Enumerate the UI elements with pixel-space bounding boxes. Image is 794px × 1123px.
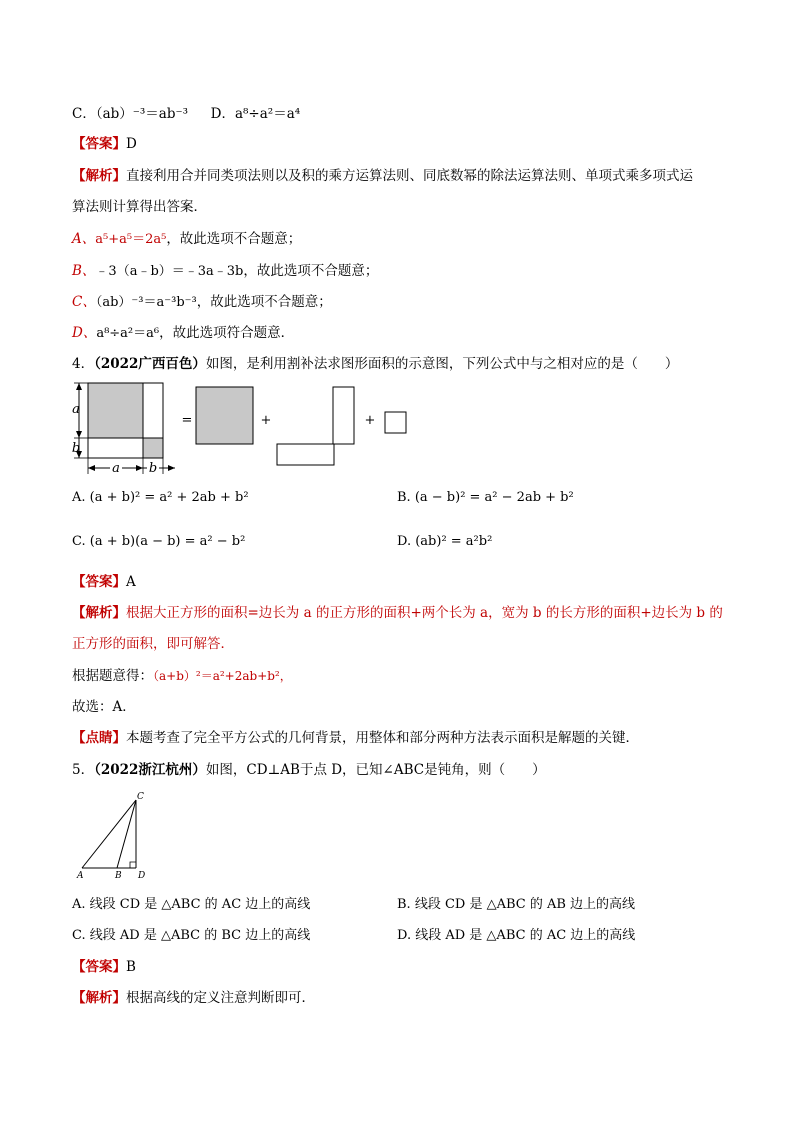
analysis-text-cont: 正方形的面积，即可解答． [72, 636, 234, 652]
meaning-label: 根据题意得： [72, 668, 153, 684]
q5-option-b: B. 线段 CD 是 △ABC 的 AB 边上的高线 [397, 897, 636, 912]
label-b-horizontal: b [148, 461, 158, 476]
segment-AC [82, 800, 136, 868]
solution-text: ，故此选项不合题意； [196, 294, 332, 310]
answer-label: 【答案】 [72, 136, 126, 152]
q4-figure [70, 378, 420, 478]
square-b-shaded [143, 438, 163, 458]
figure-equals-sign: = [181, 413, 193, 428]
label-b-vertical: b [71, 441, 81, 456]
comment-label: 【点睛】 [72, 730, 126, 746]
q5-stem [72, 758, 546, 778]
figure-plus-sign-1: + [260, 413, 272, 428]
meaning-math: （a+b）²＝a²+2ab+b²， [153, 669, 292, 683]
answer-value: B [126, 959, 136, 975]
q5-option-a: A. 线段 CD 是 △ABC 的 AC 边上的高线 [72, 897, 311, 912]
q4-stem [72, 352, 678, 372]
square-a-shaded [88, 383, 143, 438]
q3-answer [72, 132, 137, 152]
choose-text: 故选：A． [72, 699, 136, 715]
q3-solution-c [72, 290, 332, 310]
label-a-vertical: a [72, 402, 80, 417]
solution-math: （ab）⁻³＝a⁻³b⁻³ [95, 295, 197, 310]
analysis-text: 根据高线的定义注意判断即可． [126, 990, 315, 1006]
solution-math: a⁸÷a²＝a⁶ [96, 326, 160, 341]
analysis-text: 根据大正方形的面积=边长为 a 的正方形的面积+两个长为 a，宽为 b 的长方形的面积+边长为 b 的 [126, 605, 723, 621]
q3-solution-b [72, 259, 378, 279]
answer-value: A [126, 574, 136, 590]
q4-analysis-line2 [72, 632, 234, 652]
q5-answer [72, 955, 136, 975]
figure-plus-sign-2: + [364, 413, 376, 428]
q5-option-d: D. 线段 AD 是 △ABC 的 AC 边上的高线 [397, 928, 636, 943]
solution-math: a⁵+a⁵＝2a⁵ [95, 232, 167, 247]
vertex-A-label: A [77, 871, 84, 880]
analysis-label: 【解析】 [72, 605, 126, 621]
q4-choose [72, 695, 136, 715]
q4-option-d: D. (ab)² = a²b² [397, 534, 493, 549]
question-text: 如图，是利用割补法求图形面积的示意图，下列公式中与之相对应的是（ ） [205, 356, 679, 372]
q3-option-d: D．a⁸÷a²＝a⁴ [210, 106, 301, 122]
comment-text: 本题考查了完全平方公式的几何背景，用整体和部分两种方法表示面积是解题的关键． [126, 730, 639, 746]
question-text: 如图，CD⊥AB于点 D，已知∠ABC是钝角，则（ ） [205, 762, 546, 778]
analysis-label: 【解析】 [72, 990, 126, 1006]
solution-prefix: B、 [72, 263, 96, 279]
answer-value: D [126, 136, 137, 152]
q3-solution-a [72, 227, 301, 247]
component-rectangle-vertical [333, 387, 354, 444]
solution-text: ，故此选项符合题意． [159, 325, 295, 341]
question-source: （2022广西百色） [94, 356, 206, 372]
q4-meaning [72, 664, 292, 684]
q5-triangle-figure [72, 790, 162, 880]
component-square-a [196, 387, 253, 444]
component-square-b [385, 412, 406, 433]
q3-options-cd [72, 102, 300, 122]
q3-analysis-line1 [72, 164, 693, 184]
q4-option-a: A. (a + b)² = a² + 2ab + b² [72, 490, 249, 505]
q3-solution-d [72, 321, 294, 341]
solution-prefix: A、 [72, 231, 96, 247]
question-number: 5． [72, 762, 95, 778]
vertex-D-label: D [138, 871, 146, 880]
q3-option-c: C．（ab）⁻³＝ab⁻³ [72, 106, 189, 122]
analysis-label: 【解析】 [72, 168, 126, 184]
label-a-horizontal: a [112, 461, 120, 476]
solution-text: ，故此选项不合题意； [243, 263, 379, 279]
q3-analysis-line2 [72, 195, 207, 215]
analysis-text-cont: 算法则计算得出答案． [72, 199, 207, 215]
q4-comment [72, 726, 639, 746]
q4-option-b: B. (a − b)² = a² − 2ab + b² [397, 490, 574, 505]
question-number: 4． [72, 356, 95, 372]
vertex-B-label: B [115, 871, 122, 880]
analysis-text: 直接利用合并同类项法则以及积的乘方运算法则、同底数幂的除法运算法则、单项式乘多项式运 [126, 168, 693, 184]
q5-option-c: C. 线段 AD 是 △ABC 的 BC 边上的高线 [72, 928, 311, 943]
solution-math: ﹣3（a﹣b）＝﹣3a﹣3b [95, 264, 244, 279]
right-angle-mark [130, 862, 136, 868]
solution-prefix: C、 [72, 294, 96, 310]
q4-answer [72, 570, 136, 590]
q4-option-c: C. (a + b)(a − b) = a² − b² [72, 534, 246, 549]
component-rectangle-horizontal [277, 444, 334, 465]
vertex-C-label: C [137, 792, 144, 802]
solution-prefix: D、 [72, 325, 97, 341]
q4-analysis-line1 [72, 601, 723, 621]
answer-label: 【答案】 [72, 959, 126, 975]
answer-label: 【答案】 [72, 574, 126, 590]
question-source: （2022浙江杭州） [94, 762, 206, 778]
solution-text: ，故此选项不合题意； [166, 231, 302, 247]
q5-analysis [72, 986, 315, 1006]
segment-BC [117, 800, 136, 868]
